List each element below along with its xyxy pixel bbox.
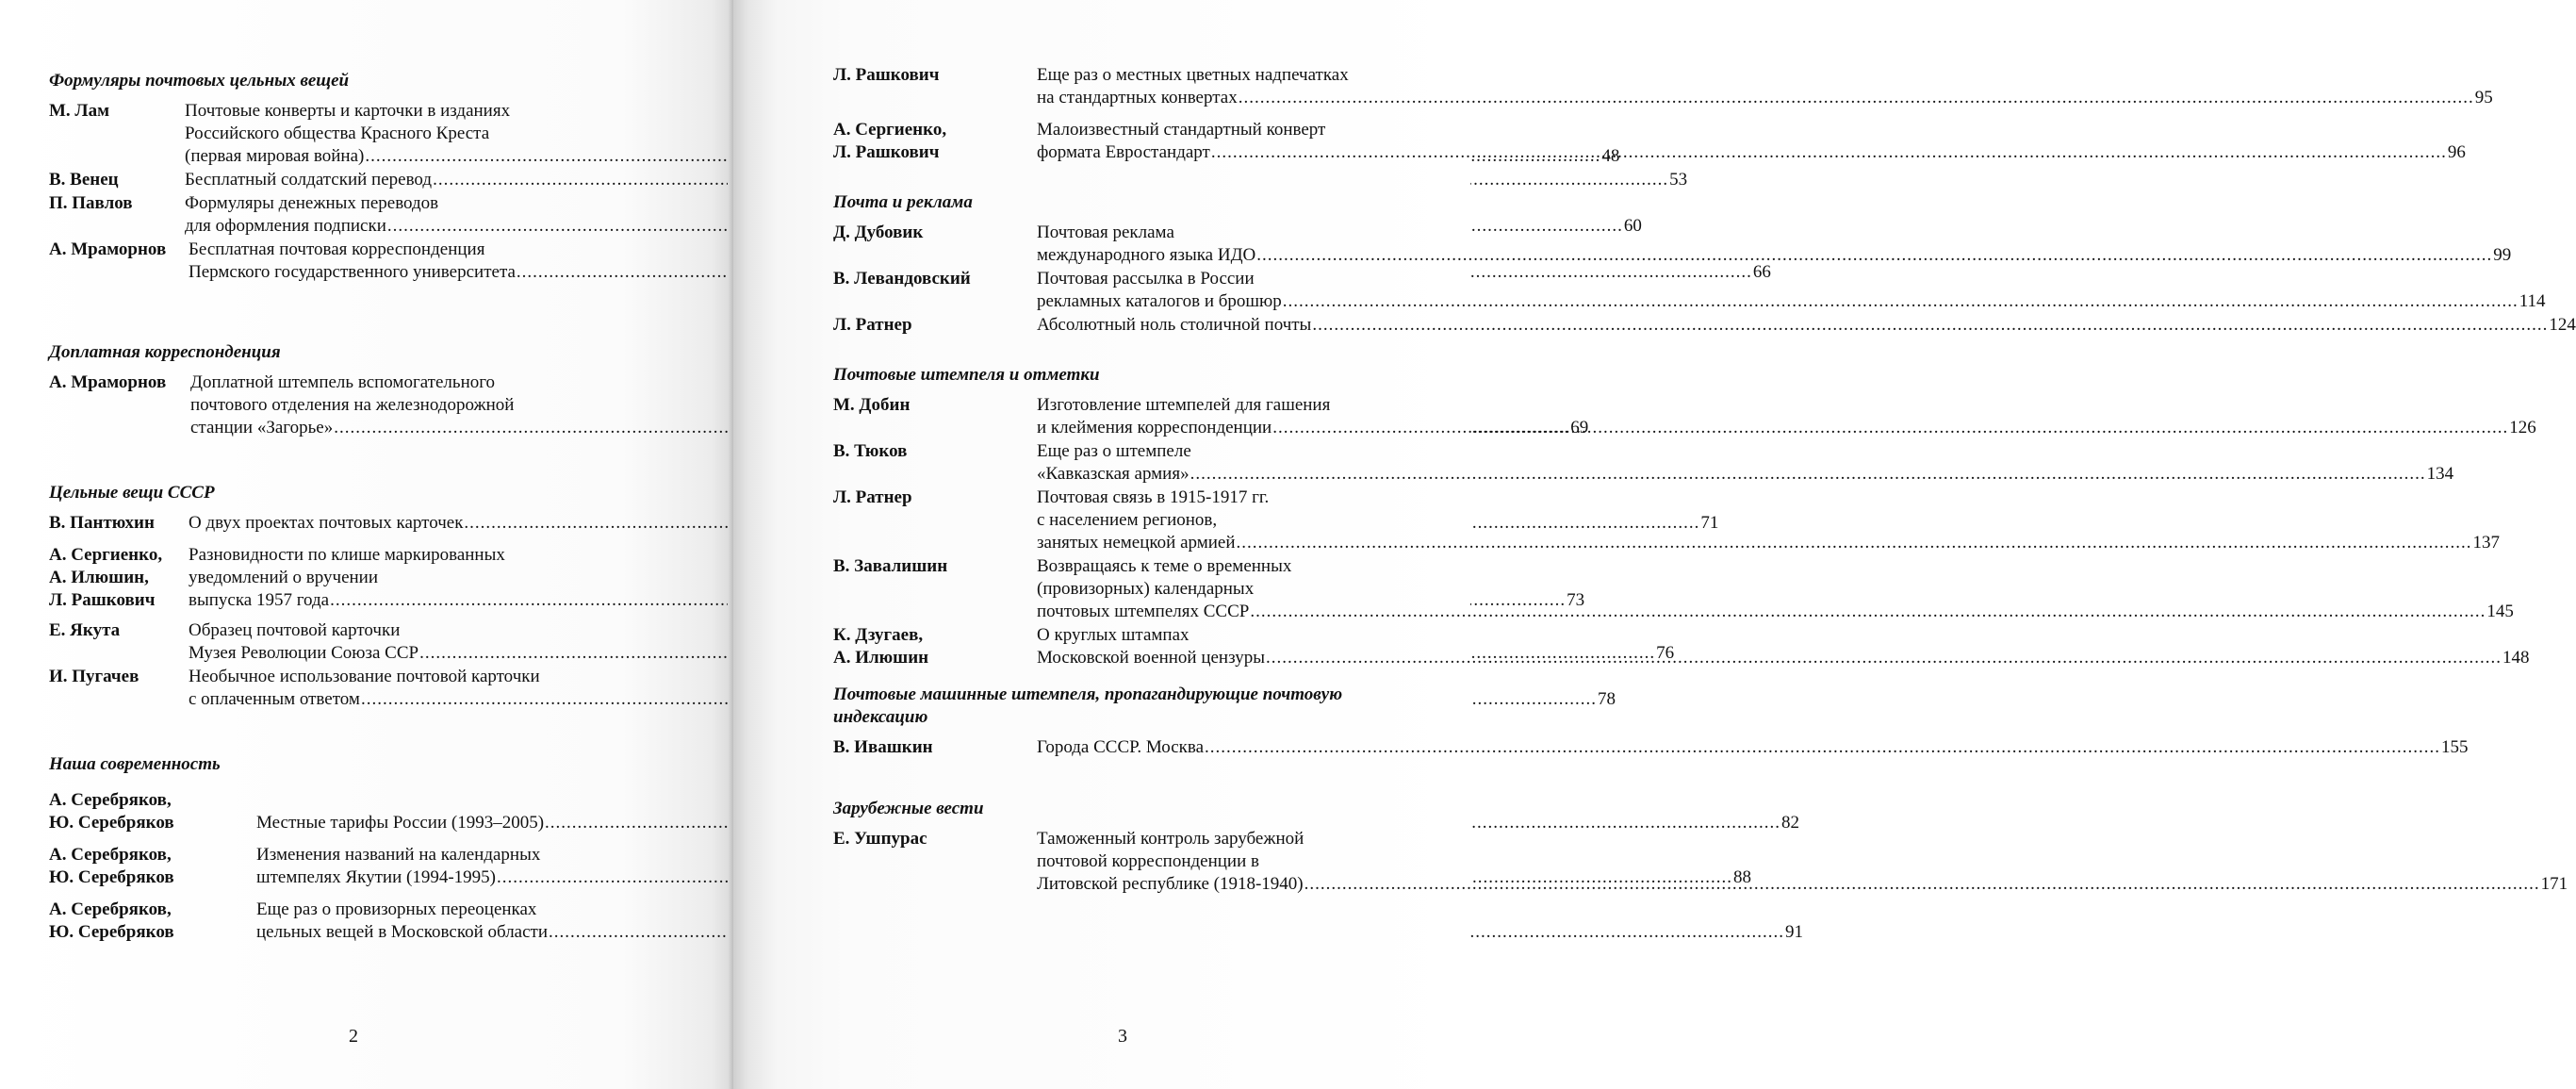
title-line: Почтовые конверты и карточки в изданиях xyxy=(185,101,511,121)
title-line: почтового отделения на железнодорожной xyxy=(190,395,515,415)
entry-authors xyxy=(49,619,189,665)
author-name: В. Левандовский xyxy=(833,269,971,289)
title-line-text: (первая мировая война) xyxy=(185,146,365,166)
author-name: Л. Рашкович xyxy=(49,590,156,610)
dot-leader xyxy=(1272,417,2508,439)
entry-authors xyxy=(49,100,185,168)
entry-title xyxy=(1037,268,2546,313)
page-ref: 95 xyxy=(2474,88,2493,107)
page-ref: 60 xyxy=(1623,216,1642,236)
author-name: В. Ивашкин xyxy=(833,737,933,757)
author-name: Л. Ратнер xyxy=(833,487,912,507)
title-line: Образец почтовой карточки xyxy=(189,620,401,640)
title-line-text: международного языка ИДО xyxy=(1037,245,1256,265)
entry-title xyxy=(1037,64,2493,109)
title-line: Почтовая связь в 1915-1917 гг. xyxy=(1037,487,1270,507)
title-line-text: занятых немецкой армией xyxy=(1037,533,1236,553)
section-title: Почтовые машинные штемпеля, пропагандирующие почтовую индексацию xyxy=(833,685,1343,727)
title-line-text: Литовской республике (1918-1940) xyxy=(1037,874,1304,894)
title-line: Разновидности по клише маркированных xyxy=(189,545,505,565)
page-ref: 155 xyxy=(2441,737,2469,757)
entry-authors xyxy=(49,371,190,439)
author-name: Л. Рашкович xyxy=(833,142,940,162)
section-title: Зарубежные вести xyxy=(833,799,984,818)
dot-leader xyxy=(1250,601,2486,623)
entry-authors xyxy=(833,119,1037,164)
author-name: Ю. Серебряков xyxy=(49,867,174,887)
title-line-text: для оформления подписки xyxy=(185,216,386,236)
dot-leader xyxy=(1190,463,2426,486)
section-title: Формуляры почтовых цельных вещей xyxy=(49,71,350,91)
author-name: А. Серебряков, xyxy=(49,790,172,810)
entry-authors xyxy=(833,394,1037,439)
author-name: А. Серебряков, xyxy=(49,899,172,919)
page-ref: 91 xyxy=(1785,922,1804,942)
page-ref: 126 xyxy=(2509,418,2536,437)
page-ref: 76 xyxy=(1656,643,1675,663)
page-ref: 53 xyxy=(1669,170,1688,190)
author-name: В. Венец xyxy=(49,170,119,190)
title-line: почтовой корреспонденции в xyxy=(1037,851,1259,871)
toc-entry xyxy=(49,169,1688,191)
page-ref: 66 xyxy=(1752,262,1771,282)
author-name: П. Павлов xyxy=(49,193,133,213)
title-line-text: почтовых штемпелях СССР xyxy=(1037,602,1250,621)
entry-title xyxy=(1037,828,2568,896)
entry-authors xyxy=(833,828,1037,896)
author-name: А. Сергиенко, xyxy=(833,120,947,140)
title-line: Малоизвестный стандартный конверт xyxy=(1037,120,1326,140)
entry-title xyxy=(1037,314,2576,337)
title-line-text: Музея Революции Союза ССР xyxy=(189,643,419,663)
title-line-text: Бесплатный солдатский перевод xyxy=(185,170,433,190)
author-name: М. Лам xyxy=(49,101,110,121)
title-line: Формуляры денежных переводов xyxy=(185,193,439,213)
title-line-text: с оплаченным ответом xyxy=(189,689,360,709)
section-title: Почтовые штемпеля и отметки xyxy=(833,365,1100,385)
title-line-last xyxy=(1037,873,2568,896)
title-line-text: О двух проектах почтовых карточек xyxy=(189,513,464,533)
title-line: О круглых штампах xyxy=(1037,625,1190,645)
dot-leader xyxy=(1211,141,2447,164)
author-name: М. Добин xyxy=(833,395,911,415)
entry-authors xyxy=(49,192,185,238)
dot-leader xyxy=(1237,532,2472,554)
title-line-last xyxy=(1037,601,2514,623)
author-name: Д. Дубовик xyxy=(833,223,924,242)
page-ref: 78 xyxy=(1597,689,1616,709)
entry-authors xyxy=(833,736,1037,759)
entry-title xyxy=(1037,119,2466,164)
entry-title xyxy=(1037,440,2453,486)
entry-title xyxy=(1037,487,2500,554)
author-name: Ю. Серебряков xyxy=(49,922,174,942)
entry-authors xyxy=(833,64,1037,109)
author-name: А. Илюшин xyxy=(833,648,929,668)
entry-authors xyxy=(833,624,1037,669)
title-line: с населением регионов, xyxy=(1037,510,1218,530)
page-ref: 73 xyxy=(1567,590,1585,610)
page-ref: 137 xyxy=(2472,533,2501,553)
title-line-last xyxy=(1037,87,2493,109)
author-name: В. Тюков xyxy=(833,441,908,461)
entry-title xyxy=(1037,394,2536,439)
title-line-text: станции «Загорье» xyxy=(190,418,334,437)
page-ref: 48 xyxy=(1601,146,1620,166)
title-line-text: рекламных каталогов и брошюр xyxy=(1037,291,1282,311)
dot-leader xyxy=(1239,87,2474,109)
title-line: Изготовление штемпелей для гашения xyxy=(1037,395,1331,415)
entry-authors xyxy=(49,899,256,944)
page-ref: 124 xyxy=(2549,315,2576,335)
page-ref: 99 xyxy=(2493,245,2512,265)
page-ref: 88 xyxy=(1732,867,1751,887)
page-ref: 171 xyxy=(2540,874,2568,894)
author-name: А. Мраморнов xyxy=(49,239,167,259)
entry-authors xyxy=(49,169,185,191)
entry-title xyxy=(1037,222,2511,267)
author-name: Л. Ратнер xyxy=(833,315,912,335)
title-line-last xyxy=(1037,141,2466,164)
title-line-text: и клеймения корреспонденции xyxy=(1037,418,1272,437)
title-line-text: выпуска 1957 года xyxy=(189,590,330,610)
author-name: В. Пантюхин xyxy=(49,513,155,533)
entry-authors xyxy=(833,314,1037,337)
author-name: К. Дзугаев, xyxy=(833,625,924,645)
page-ref: 134 xyxy=(2426,464,2454,484)
author-name: И. Пугачев xyxy=(49,667,139,686)
entry-authors xyxy=(49,239,189,284)
title-line-text: Московской военной цензуры xyxy=(1037,648,1265,668)
section-title: Почта и реклама xyxy=(833,192,973,212)
dot-leader xyxy=(1266,647,2502,669)
title-line: Почтовая реклама xyxy=(1037,223,1174,242)
title-line-text: Города СССР. Москва xyxy=(1037,737,1205,757)
title-line: Изменения названий на календарных xyxy=(256,845,541,865)
dot-leader xyxy=(1205,736,2440,759)
page-ref: 114 xyxy=(2519,291,2546,311)
section-title: Цельные вещи СССР xyxy=(49,483,215,503)
dot-leader xyxy=(1256,244,2492,267)
entry-authors xyxy=(833,268,1037,313)
toc-entry xyxy=(833,736,2469,759)
entry-authors xyxy=(49,844,256,889)
title-line-text: Абсолютный ноль столичной почты xyxy=(1037,315,1312,335)
title-line: Еще раз о штемпеле xyxy=(1037,441,1191,461)
author-name: Е. Ушпурас xyxy=(833,829,927,849)
title-line: Почтовая рассылка в России xyxy=(1037,269,1255,289)
toc-entry xyxy=(49,899,1804,944)
title-line-last xyxy=(1037,244,2511,267)
author-name: Е. Якута xyxy=(49,620,121,640)
title-line-text: на стандартных конвертах xyxy=(1037,88,1238,107)
title-line-last xyxy=(1037,463,2453,486)
page-ref: 148 xyxy=(2502,648,2530,668)
section-title: Доплатная корреспонденция xyxy=(49,342,281,362)
toc-entry xyxy=(833,440,2454,486)
entry-authors xyxy=(49,789,256,834)
title-line: Доплатной штемпель вспомогательного xyxy=(190,372,496,392)
author-name: А. Сергиенко, xyxy=(49,545,163,565)
entry-authors xyxy=(833,555,1037,623)
entry-authors xyxy=(49,544,189,612)
entry-title xyxy=(1037,736,2469,759)
title-line-text: цельных вещей в Московской области xyxy=(256,922,549,942)
title-line-text: штемпелях Якутии (1994-1995) xyxy=(256,867,496,887)
author-name: Ю. Серебряков xyxy=(49,813,174,833)
entry-authors xyxy=(833,487,1037,554)
title-line-last xyxy=(1037,314,2576,337)
title-line: Еще раз о провизорных переоценках xyxy=(256,899,537,919)
title-line-text: Пермского государственного университета xyxy=(189,262,516,282)
page-ref: 145 xyxy=(2486,602,2514,621)
entry-authors xyxy=(49,666,189,711)
title-line: Необычное использование почтовой карточки xyxy=(189,667,540,686)
title-line: Бесплатная почтовая корреспонденция xyxy=(189,239,485,259)
author-name: А. Серебряков, xyxy=(49,845,172,865)
title-line: Российского общества Красного Креста xyxy=(185,124,490,143)
title-line: Таможенный контроль зарубежной xyxy=(1037,829,1304,849)
page-ref: 71 xyxy=(1700,513,1719,533)
author-name: В. Завалишин xyxy=(833,556,948,576)
title-line-last xyxy=(1037,532,2500,554)
title-line: уведомлений о вручении xyxy=(189,568,379,587)
title-line-text: Местные тарифы России (1993–2005) xyxy=(256,813,545,833)
title-line-last xyxy=(1037,290,2546,313)
dot-leader xyxy=(1304,873,2540,896)
entry-authors xyxy=(833,222,1037,267)
page-ref: 69 xyxy=(1570,418,1589,437)
dot-leader xyxy=(1283,290,2519,313)
dot-leader xyxy=(1312,314,2548,337)
title-line: Возвращаясь к теме о временных xyxy=(1037,556,1292,576)
title-line-last xyxy=(1037,647,2529,669)
page-number: 3 xyxy=(1118,1026,1127,1047)
author-name: Л. Рашкович xyxy=(833,65,940,85)
section-title: Наша современность xyxy=(49,754,221,774)
author-name: А. Мраморнов xyxy=(49,372,167,392)
entry-title xyxy=(1037,555,2514,623)
title-line-last xyxy=(1037,417,2536,439)
toc-entry xyxy=(833,64,2493,109)
toc-entry xyxy=(833,314,2576,337)
page-ref: 82 xyxy=(1781,813,1800,833)
entry-authors xyxy=(49,512,189,535)
title-line: (провизорных) календарных xyxy=(1037,579,1255,599)
entry-title xyxy=(1037,624,2529,669)
title-line-last xyxy=(1037,736,2469,759)
title-line-text: формата Евростандарт xyxy=(1037,142,1210,162)
title-line: Еще раз о местных цветных надпечатках xyxy=(1037,65,1349,85)
author-name: А. Илюшин, xyxy=(49,568,149,587)
page-ref: 96 xyxy=(2447,142,2466,162)
entry-authors xyxy=(833,440,1037,486)
page-number: 2 xyxy=(349,1026,358,1047)
title-line-text: «Кавказская армия» xyxy=(1037,464,1190,484)
